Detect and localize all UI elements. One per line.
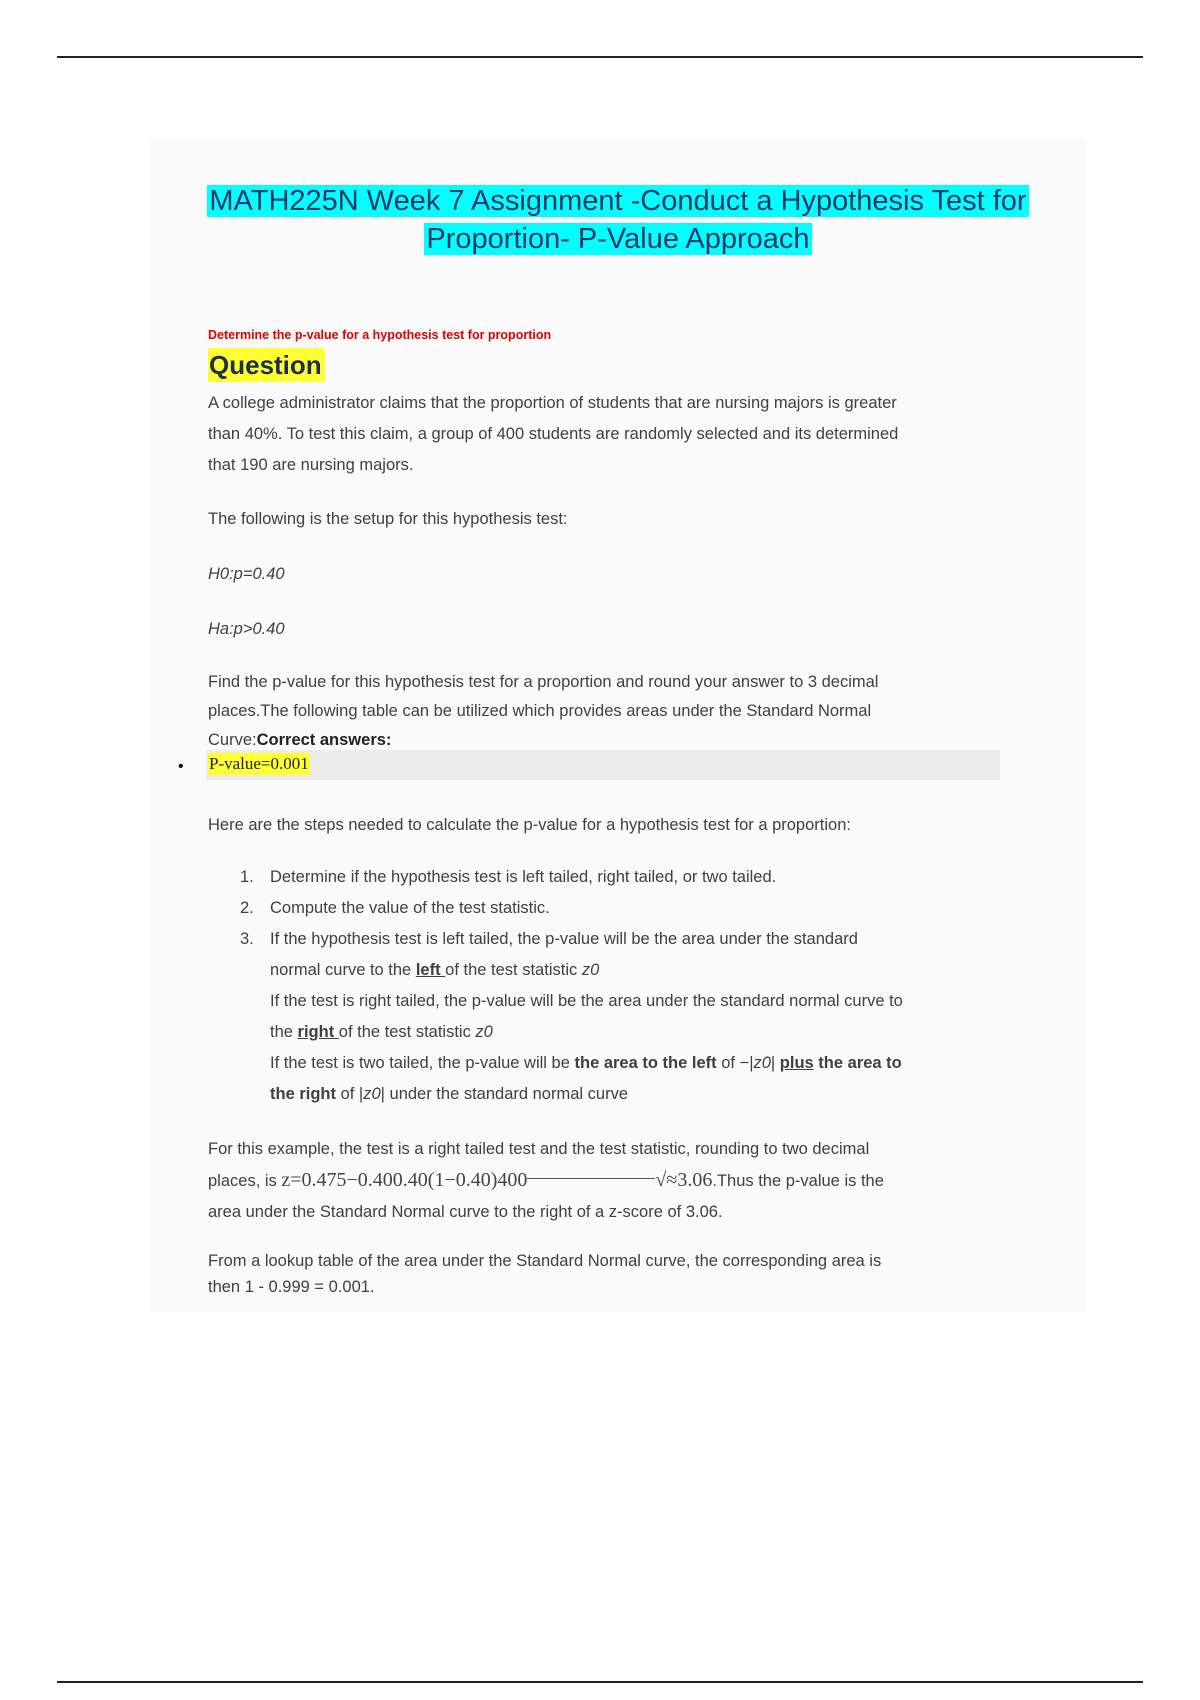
answer-row	[206, 750, 1000, 780]
null-hypothesis: H0:p=0.40	[208, 565, 285, 583]
example-text: For this example, the test is a right tailed test and the test statistic, rounding to two decimal places, is z=0.475−0.400.40(1−0.40)400 √≈3.06.Thus the p-value is the area under the Standard Normal curve to the right of a z-score of 3.06.	[208, 1140, 884, 1221]
title-line-2: Proportion- P-Value Approach	[426, 223, 810, 255]
plus-emphasis: plus	[779, 1054, 814, 1072]
step-3: 3. If the hypothesis test is left tailed, the p-value will be the area under the standard normal curve to the left of the test statistic z0 If the test is right tailed, the p-value will be the area under the standard normal curve to the right of the test statistic z0 If the test is two tailed, the p-value will be the area to the left of −|z0| plus the area to the right of |z0| under the standard normal curve	[240, 930, 903, 1103]
setup-intro: The following is the setup for this hypothesis test:	[208, 510, 568, 528]
right-emphasis: right	[297, 1023, 339, 1041]
find-instructions: Find the p-value for this hypothesis test for a proportion and round your answer to 3 decimal places.The following table can be utilized which provides areas under the Standard Normal Curve:Correct answers:	[208, 673, 879, 749]
steps-intro: Here are the steps needed to calculate the p-value for a hypothesis test for a proportion:	[208, 816, 851, 834]
lookup-text: From a lookup table of the area under the Standard Normal curve, the corresponding area is then 1 - 0.999 = 0.001.	[208, 1252, 882, 1296]
bullet-icon: •	[178, 758, 184, 775]
question-heading: Question	[208, 348, 325, 382]
answer-value: P-value=0.001	[209, 754, 309, 773]
top-rule	[57, 56, 1143, 58]
title-line-1: MATH225N Week 7 Assignment -Conduct a Hypothesis Test for	[209, 185, 1027, 217]
subtitle: Determine the p-value for a hypothesis test for proportion	[208, 328, 552, 342]
document-title	[150, 182, 1086, 258]
bottom-rule	[57, 1681, 1143, 1683]
step-2: 2. Compute the value of the test statistic.	[240, 899, 550, 917]
step-1: 1. Determine if the hypothesis test is left tailed, right tailed, or two tailed.	[240, 868, 777, 886]
question-text: A college administrator claims that the proportion of students that are nursing majors is greater than 40%. To test this claim, a group of 400 students are randomly selected and its determined that 190 are nursing majors.	[208, 394, 899, 474]
alternative-hypothesis: Ha:p>0.40	[208, 620, 285, 638]
correct-answers-label: Correct answers:	[256, 731, 392, 749]
test-statistic-formula: z=0.475−0.400.40(1−0.40)400	[281, 1169, 528, 1191]
left-emphasis: left	[415, 961, 446, 979]
formula-radical-bar	[527, 1178, 655, 1187]
steps-list	[228, 862, 1018, 1110]
